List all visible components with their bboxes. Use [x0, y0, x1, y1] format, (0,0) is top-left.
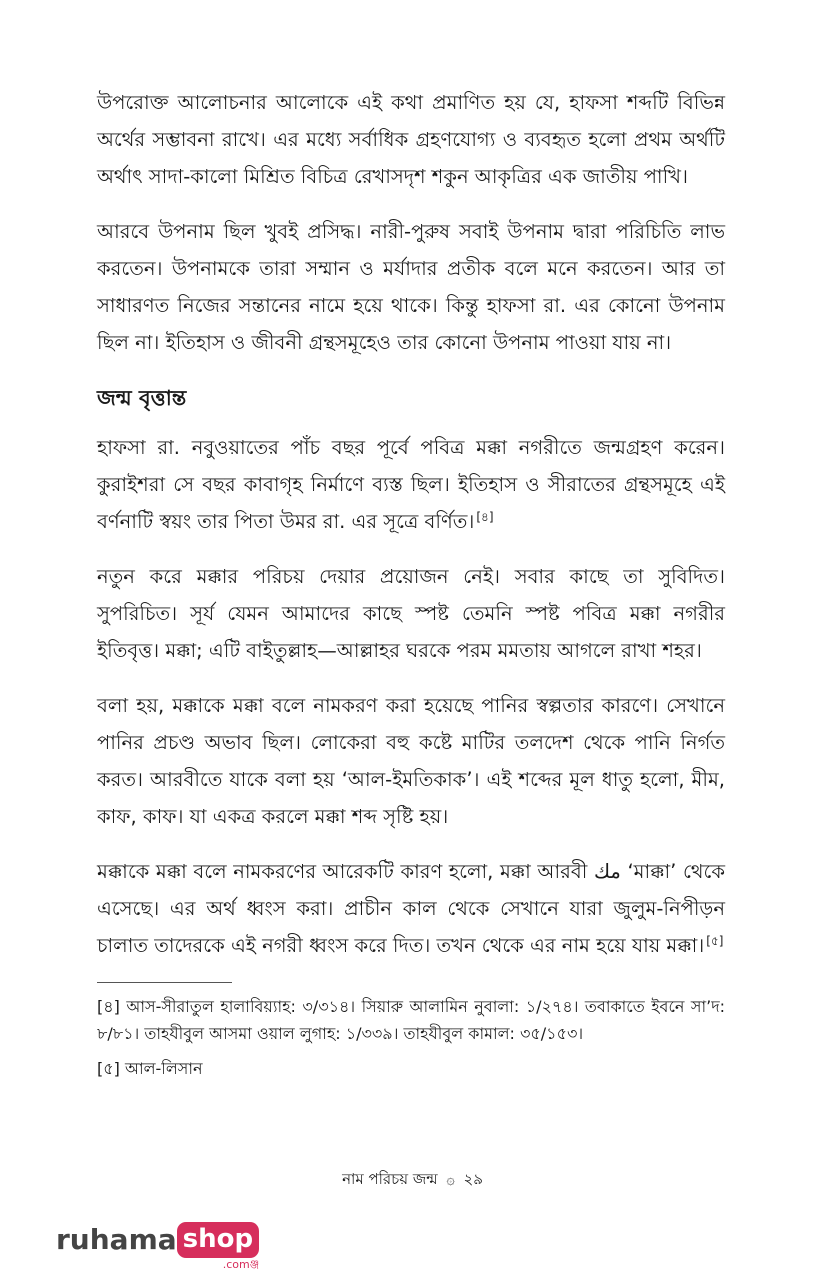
ruhamashop-logo[interactable]	[56, 1208, 260, 1271]
footnote-divider	[97, 982, 232, 983]
paragraph-part-before-arabic: মক্কাকে মক্কা বলে নামকরণের আরেকটি কারণ হলো, মক্কা আরবী	[97, 860, 588, 883]
footnote-ref-5[interactable]: [৫]	[706, 933, 724, 948]
ornament-separator-icon: ۞	[446, 1172, 455, 1188]
page-number: ২৯	[463, 1170, 483, 1188]
paragraph-makka-naming-water: বলা হয়, মক্কাকে মক্কা বলে নামকরণ করা হয়েছে পানির স্বল্পতার কারণে। সেখানে পানির প্রচণ্ড অভাব ছিল। লোকেরা বহু কষ্টে মাটির তলদেশ থেকে পানি নির্গত করত। আরবীতে যাকে বলা হয় ‘আল-ইমতিকাক’। এই শব্দের মূল ধাতু হলো, মীম, কাফ, কাফ। যা একত্র করলে মক্কা শব্দ সৃষ্টি হয়।	[97, 694, 725, 828]
paragraph-makka-intro: নতুন করে মক্কার পরিচয় দেয়ার প্রয়োজন নেই। সবার কাছে তা সুবিদিত। সুপরিচিত। সূর্য যেমন আমাদের কাছে স্পষ্ট তেমনি স্পষ্ট পবিত্র মক্কা নগরীর ইতিবৃত্ত। মক্কা; এটি বাইতুল্লাহ—আল্লাহর ঘরকে পরম মমতায় আগলে রাখা শহর।	[97, 565, 725, 662]
logo-text-ruhama: ruhama	[56, 1223, 177, 1256]
arabic-root-word: مك	[593, 860, 621, 883]
logo-domain: .comঞ্জ	[222, 1258, 260, 1271]
logo-text-shop: shop	[177, 1222, 259, 1258]
page-body	[97, 84, 725, 1090]
running-title: নাম পরিচয় জন্ম	[342, 1170, 438, 1188]
paragraph-birth-text: হাফসা রা. নবুওয়াতের পাঁচ বছর পূর্বে পবিত্র মক্কা নগরীতে জন্মগ্রহণ করেন। কুরাইশরা সে বছর কাবাগৃহ নির্মাণে ব্যস্ত ছিল। ইতিহাস ও সীরাতের গ্রন্থসমূহে এই বর্ণনাটি স্বয়ং তার পিতা উমর রা. এর সূত্রে বর্ণিত।	[97, 436, 725, 533]
paragraph-hafsa-meaning: উপরোক্ত আলোচনার আলোকে এই কথা প্রমাণিত হয় যে, হাফসা শব্দটি বিভিন্ন অর্থের সম্ভাবনা রাখে। এর মধ্যে সর্বাধিক গ্রহণযোগ্য ও ব্যবহৃত হলো প্রথম অর্থটি অর্থাৎ সাদা-কালো মিশ্রিত বিচিত্র রেখাসদৃশ শকুন আকৃত্রির এক জাতীয় পাখি।	[97, 91, 725, 188]
footnote-4: [৪] আস-সীরাতুল হালাবিয়্যাহ: ৩/৩১৪। সিয়ারু আলামিন নুবালা: ১/২৭৪। তবাকাতে ইবনে সা’দ: ৮/৮১। তাহযীবুল আসমা ওয়াল লুগাহ: ১/৩৩৯। তাহযীবুল কামাল: ৩৫/১৫৩।	[97, 997, 725, 1043]
footnote-5: [৫] আল-লিসান	[97, 1059, 203, 1078]
paragraph-birth	[97, 429, 725, 540]
logo-shop-badge	[177, 1222, 260, 1271]
page-footer	[0, 1168, 825, 1191]
footnote-ref-4[interactable]: [৪]	[476, 509, 494, 524]
section-heading-birth: জন্ম বৃত্তান্ত	[97, 386, 187, 410]
paragraph-part-after-arabic: ‘মাক্কা’ থেকে এসেছে। এর অর্থ ধ্বংস করা। প্রাচীন কাল থেকে সেখানে যারা জুলুম-নিপীড়ন চালাত তাদেরকে এই নগরী ধ্বংস করে দিত। তখন থেকে এর নাম হয়ে যায় মক্কা।	[97, 860, 725, 957]
paragraph-makka-naming-destroy	[97, 853, 725, 964]
paragraph-kunya: আরবে উপনাম ছিল খুবই প্রসিদ্ধ। নারী-পুরুষ সবাই উপনাম দ্বারা পরিচিতি লাভ করতেন। উপনামকে তারা সম্মান ও মর্যাদার প্রতীক বলে মনে করতেন। আর তা সাধারণত নিজের সন্তানের নামে হয়ে থাকে। কিন্তু হাফসা রা. এর কোনো উপনাম ছিল না। ইতিহাস ও জীবনী গ্রন্থসমূহেও তার কোনো উপনাম পাওয়া যায় না।	[97, 220, 725, 354]
